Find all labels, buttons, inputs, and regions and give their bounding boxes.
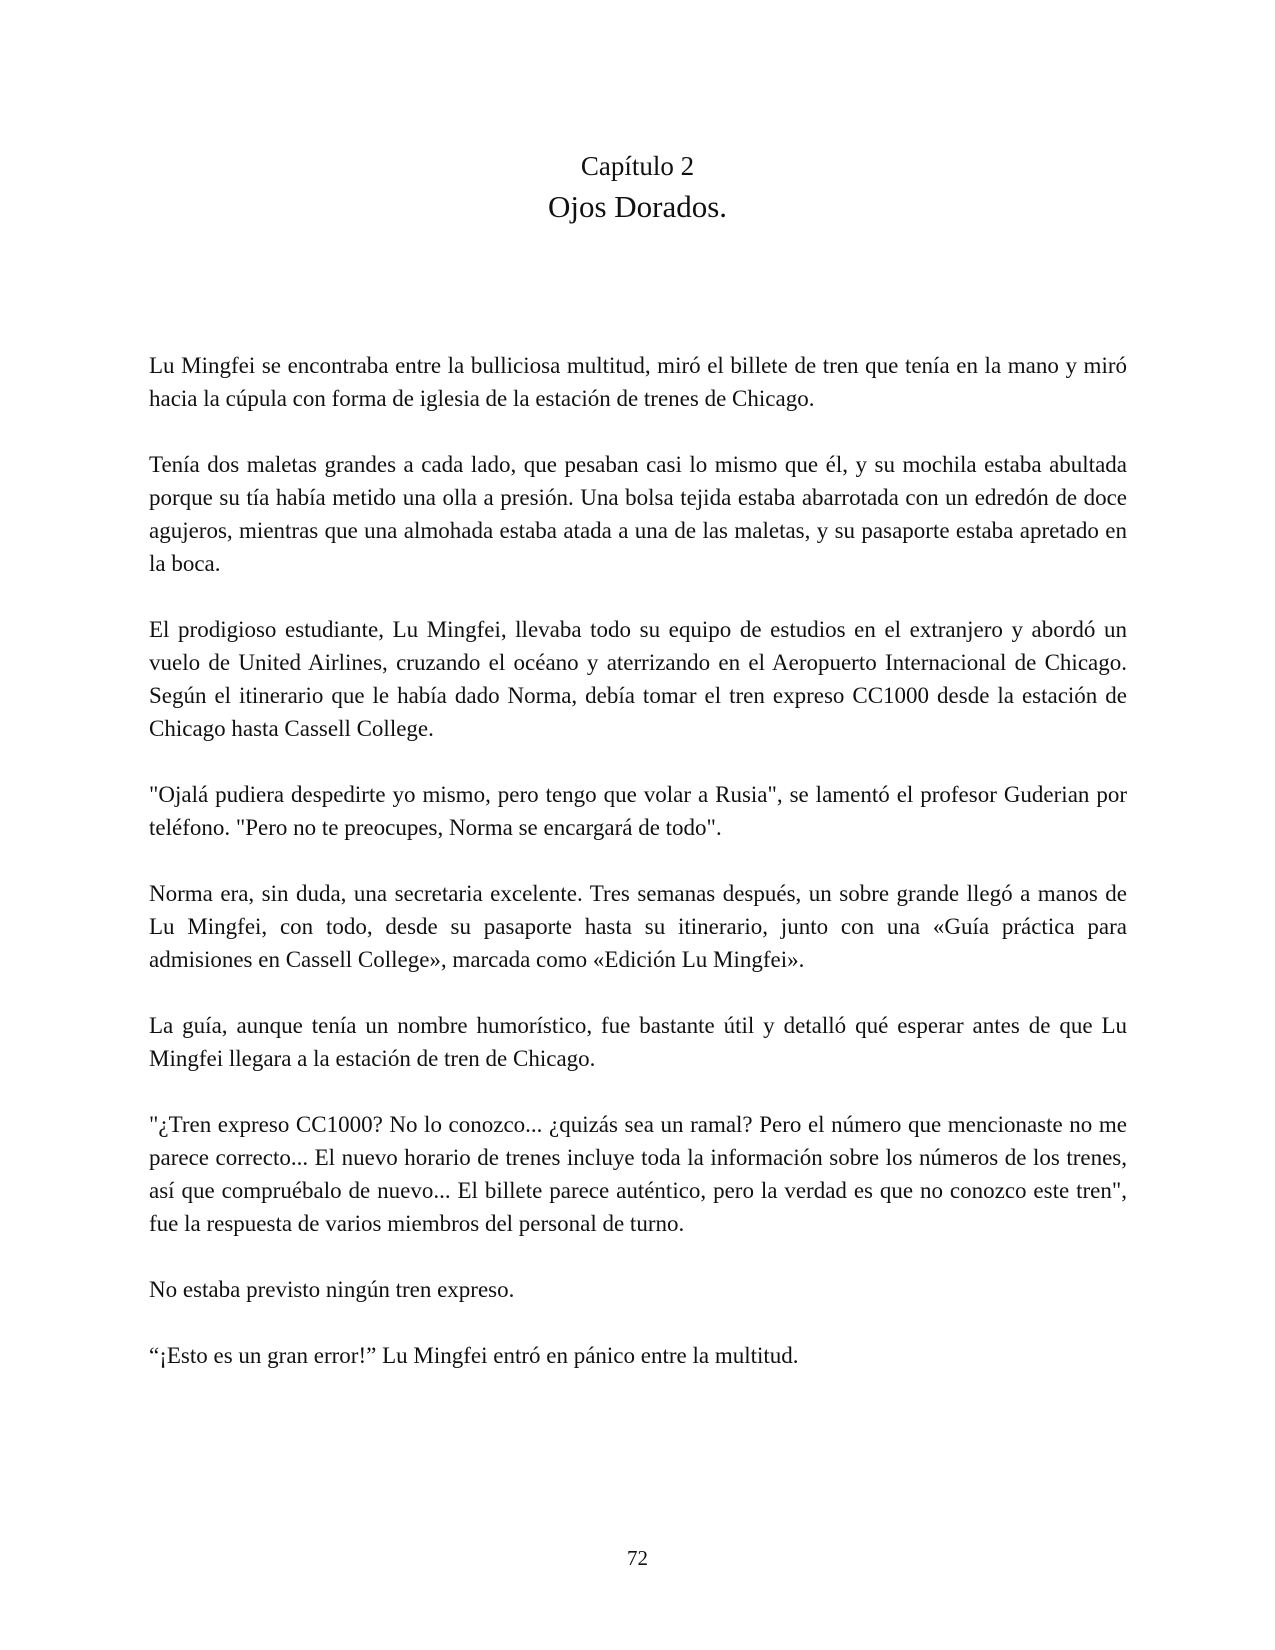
chapter-title: Ojos Dorados.	[547, 189, 728, 224]
chapter-label: Capítulo 2	[580, 151, 695, 181]
paragraph: "¿Tren expreso CC1000? No lo conozco... ¿quizás sea un ramal? Pero el número que mencionaste no me parece correcto... El nuevo horario de trenes incluye toda la información sobre los números de los trenes, así que compruébalo de nuevo... El billete parece auténtico, pero la verdad es que no conozco este tren", fue la respuesta de varios miembros del personal de turno.	[149, 1112, 1127, 1236]
paragraph: “¡Esto es un gran error!” Lu Mingfei entró en pánico entre la multitud.	[149, 1343, 799, 1368]
paragraph: No estaba previsto ningún tren expreso.	[149, 1277, 515, 1302]
paragraph: Norma era, sin duda, una secretaria excelente. Tres semanas después, un sobre grande llegó a manos de Lu Mingfei, con todo, desde su pasaporte hasta su itinerario, junto con una «Guía práctica para admisiones en Cassell College», marcada como «Edición Lu Mingfei».	[149, 881, 1127, 972]
body-text	[149, 349, 1127, 1405]
paragraph: La guía, aunque tenía un nombre humorístico, fue bastante útil y detalló qué esperar antes de que Lu Mingfei llegara a la estación de tren de Chicago.	[149, 1013, 1127, 1071]
paragraph: "Ojalá pudiera despedirte yo mismo, pero tengo que volar a Rusia", se lamentó el profesor Guderian por teléfono. "Pero no te preocupes, Norma se encargará de todo".	[149, 782, 1127, 840]
paragraph: El prodigioso estudiante, Lu Mingfei, llevaba todo su equipo de estudios en el extranjero y abordó un vuelo de United Airlines, cruzando el océano y aterrizando en el Aeropuerto Internacional de Chicago. Según el itinerario que le había dado Norma, debía tomar el tren expreso CC1000 desde la estación de Chicago hasta Cassell College.	[149, 617, 1127, 741]
page-number: 72	[627, 1546, 648, 1570]
paragraph: Lu Mingfei se encontraba entre la bulliciosa multitud, miró el billete de tren que tenía en la mano y miró hacia la cúpula con forma de iglesia de la estación de trenes de Chicago.	[149, 353, 1127, 411]
paragraph: Tenía dos maletas grandes a cada lado, que pesaban casi lo mismo que él, y su mochila estaba abultada porque su tía había metido una olla a presión. Una bolsa tejida estaba abarrotada con un edredón de doce agujeros, mientras que una almohada estaba atada a una de las maletas, y su pasaporte estaba apretado en la boca.	[149, 452, 1127, 576]
